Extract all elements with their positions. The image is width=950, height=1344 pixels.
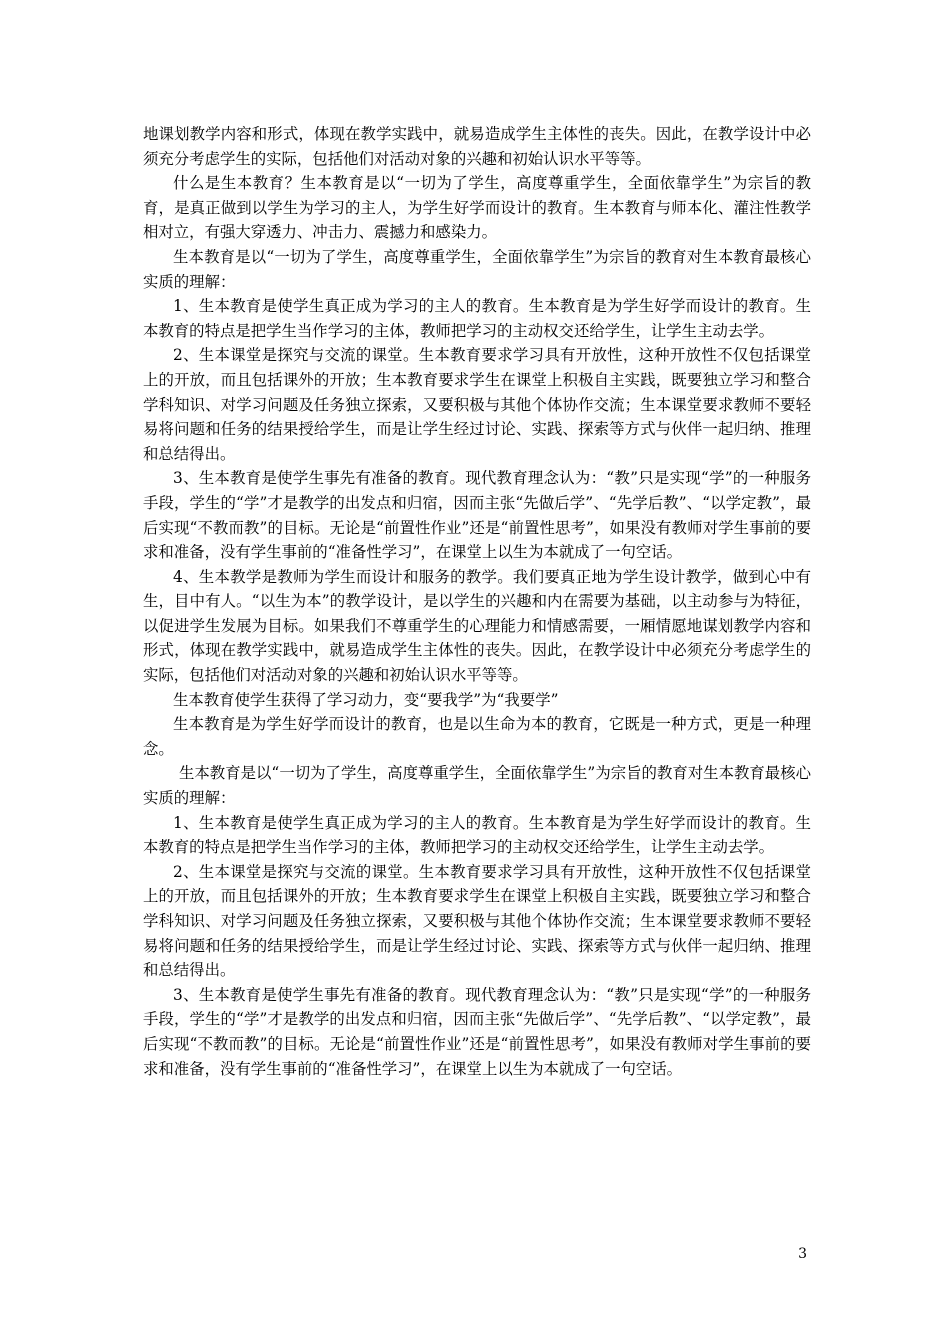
paragraph: 什么是生本教育？生本教育是以“一切为了学生，高度尊重学生，全面依靠学生”为宗旨的教育，是真正做到以学生为学习的主人，为学生好学而设计的教育。生本教育与师本化、灌注性教学相对立，有强大穿透力、冲击力、震撼力和感染力。 — [143, 174, 811, 242]
document-body — [143, 122, 811, 1081]
page-number: 3 — [798, 1246, 807, 1262]
paragraph: 2、生本课堂是探究与交流的课堂。生本教育要求学习具有开放性，这种开放性不仅包括课堂上的开放，而且包括课外的开放；生本教育要求学生在课堂上积极自主实践，既要独立学习和整合学科知识、对学习问题及任务独立探索，又要积极与其他个体协作交流；生本课堂要求教师不要轻易将问题和任务的结果授给学生，而是让学生经过讨论、实践、探索等方式与伙伴一起归纳、推理和总结得出。 — [143, 346, 811, 463]
paragraph: 3、生本教育是使学生事先有准备的教育。现代教育理念认为：“教”只是实现“学”的一种服务手段，学生的“学”才是教学的出发点和归宿，因而主张“先做后学”、“先学后教”、“以学定教”，最后实现“不教而教”的目标。无论是“前置性作业”还是“前置性思考”，如果没有教师对学生事前的要求和准备，没有学生事前的“准备性学习”，在课堂上以生为本就成了一句空话。 — [143, 469, 811, 562]
paragraph: 3、生本教育是使学生事先有准备的教育。现代教育理念认为：“教”只是实现“学”的一种服务手段，学生的“学”才是教学的出发点和归宿，因而主张“先做后学”、“先学后教”、“以学定教”，最后实现“不教而教”的目标。无论是“前置性作业”还是“前置性思考”，如果没有教师对学生事前的要求和准备，没有学生事前的“准备性学习”，在课堂上以生为本就成了一句空话。 — [143, 985, 811, 1078]
paragraph: 2、生本课堂是探究与交流的课堂。生本教育要求学习具有开放性，这种开放性不仅包括课堂上的开放，而且包括课外的开放；生本教育要求学生在课堂上积极自主实践，既要独立学习和整合学科知识、对学习问题及任务独立探索，又要积极与其他个体协作交流；生本课堂要求教师不要轻易将问题和任务的结果授给学生，而是让学生经过讨论、实践、探索等方式与伙伴一起归纳、推理和总结得出。 — [143, 862, 811, 980]
paragraph: 生本教育是以“一切为了学生，高度尊重学生，全面依靠学生”为宗旨的教育对生本教育最核心实质的理解： — [143, 764, 811, 808]
paragraph: 1、生本教育是使学生真正成为学习的主人的教育。生本教育是为学生好学而设计的教育。生本教育的特点是把学生当作学习的主体，教师把学习的主动权交还给学生，让学生主动去学。 — [143, 297, 811, 340]
paragraph: 4、生本教学是教师为学生而设计和服务的教学。我们要真正地为学生设计教学，做到心中有生，目中有人。“以生为本”的教学设计，是以学生的兴趣和内在需要为基础，以主动参与为特征，以促进学生发展为目标。如果我们不尊重学生的心理能力和情感需要，一厢情愿地谋划教学内容和形式，体现在教学实践中，就易造成学生主体性的丧失。因此，在教学设计中必须充分考虑学生的实际，包括他们对活动对象的兴趣和初始认识水平等等。 — [143, 567, 811, 685]
paragraph: 生本教育是为学生好学而设计的教育，也是以生命为本的教育，它既是一种方式，更是一种理念。 — [143, 715, 811, 758]
paragraph: 1、生本教育是使学生真正成为学习的主人的教育。生本教育是为学生好学而设计的教育。生本教育的特点是把学生当作学习的主体，教师把学习的主动权交还给学生，让学生主动去学。 — [143, 813, 811, 857]
paragraph: 地课划教学内容和形式，体现在教学实践中，就易造成学生主体性的丧失。因此，在教学设计中必须充分考虑学生的实际，包括他们对活动对象的兴趣和初始认识水平等等。 — [143, 125, 811, 168]
paragraph: 生本教育是以“一切为了学生，高度尊重学生，全面依靠学生”为宗旨的教育对生本教育最核心实质的理解： — [143, 247, 811, 291]
paragraph: 生本教育使学生获得了学习动力，变“要我学”为“我要学” — [173, 690, 559, 709]
